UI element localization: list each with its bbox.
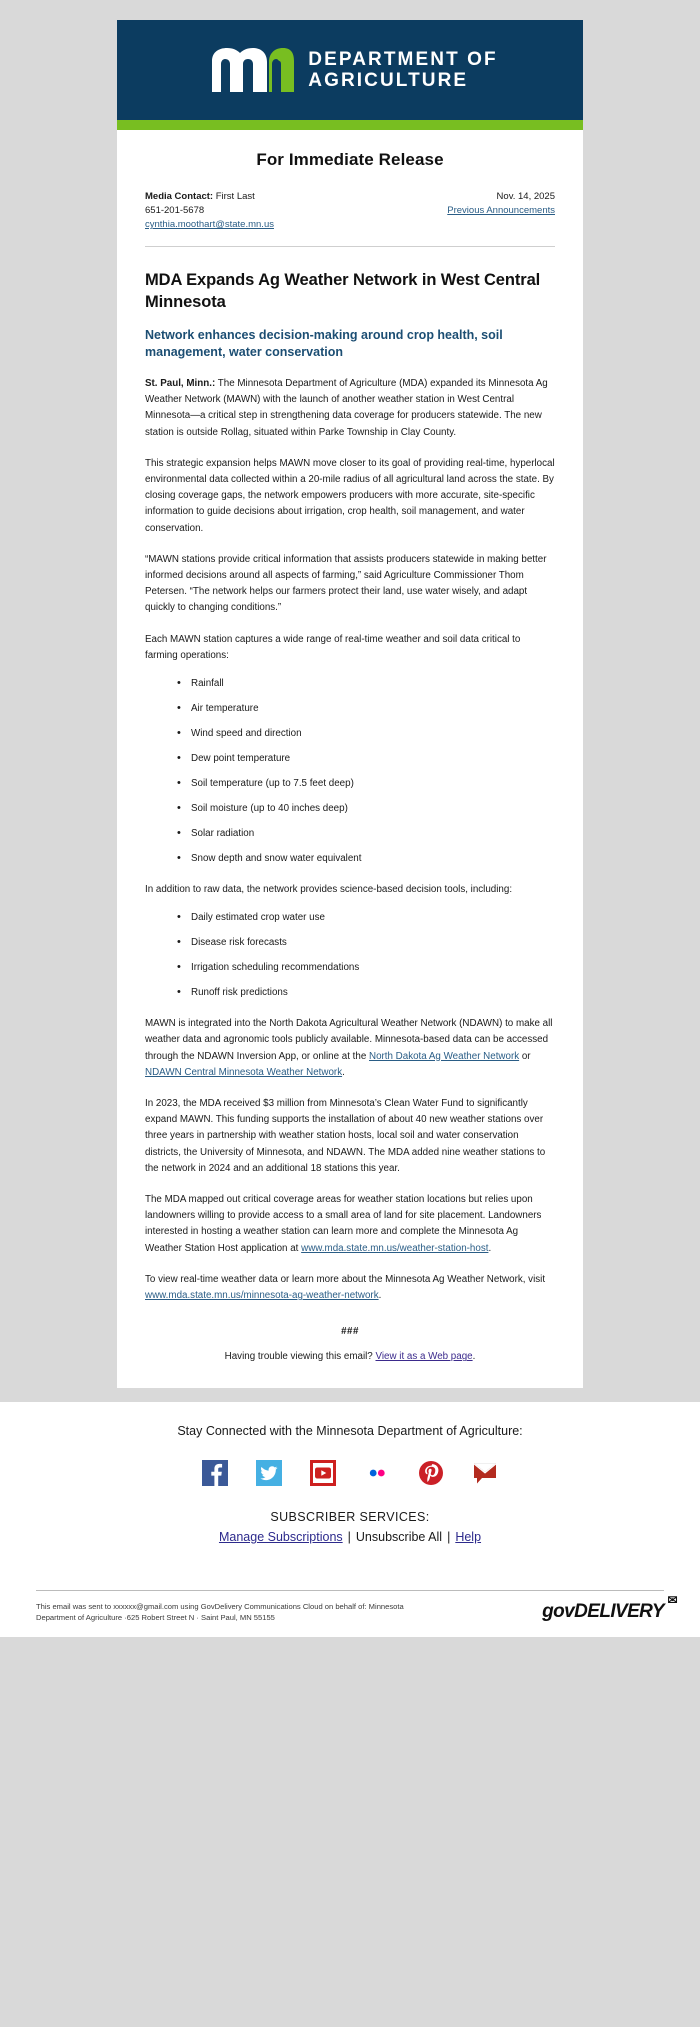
mn-logo-icon	[210, 47, 294, 93]
legal-text	[36, 1602, 404, 1623]
list-item: • Rainfall	[191, 676, 555, 692]
legal-line-1: This email was sent to xxxxxx@gmail.com using GovDelivery Communications Cloud on behalf of: Minnesota	[36, 1602, 404, 1612]
paragraph-8-text-b: .	[488, 1242, 492, 1254]
paragraph-1	[145, 376, 555, 441]
trouble-period: .	[472, 1351, 476, 1363]
media-contact-label: Media Contact:	[145, 191, 214, 202]
govdelivery-logo	[542, 1593, 677, 1623]
flickr-icon	[364, 1460, 390, 1486]
govdelivery-envelope-icon: ✉	[667, 1593, 677, 1608]
footer-gap	[0, 1388, 700, 1402]
masthead	[117, 20, 583, 120]
ndawn-central-mn-link[interactable]: NDAWN Central Minnesota Weather Network	[145, 1066, 343, 1078]
links-separator-2: |	[447, 1530, 451, 1545]
legal-row	[0, 1591, 700, 1637]
list-item: • Air temperature	[191, 701, 555, 717]
end-marker: ###	[341, 1326, 359, 1338]
email-footer	[0, 1402, 700, 1637]
paragraph-6-text-c: .	[342, 1066, 345, 1078]
twitter-icon	[256, 1460, 282, 1486]
social-links-row	[0, 1460, 700, 1486]
paragraph-5: In addition to raw data, the network provides science-based decision tools, including:	[145, 884, 513, 896]
facebook-link[interactable]	[202, 1460, 228, 1486]
masthead-wordmark	[308, 49, 498, 91]
subscriber-services-title: SUBSCRIBER SERVICES:	[270, 1510, 430, 1525]
legal-line-2: Department of Agriculture ·625 Robert Street N · Saint Paul, MN 55155	[36, 1612, 275, 1622]
paragraph-6-text-b: or	[519, 1050, 531, 1062]
mda-logo[interactable]	[210, 47, 498, 93]
green-accent-bar	[117, 120, 583, 130]
masthead-line2: AGRICULTURE	[308, 70, 469, 91]
paragraph-9-text-b: .	[378, 1290, 382, 1302]
help-link[interactable]: Help	[455, 1530, 482, 1545]
media-contact-block	[145, 190, 274, 232]
list-item: • Solar radiation	[191, 826, 555, 842]
email-body-card	[117, 20, 583, 1388]
youtube-link[interactable]	[310, 1460, 336, 1486]
top-spacer	[0, 0, 700, 20]
media-contact-line	[145, 190, 274, 204]
list-item: • Snow depth and snow water equivalent	[191, 851, 555, 867]
view-as-webpage-row	[145, 1351, 555, 1362]
twitter-link[interactable]	[256, 1460, 282, 1486]
release-meta-block	[447, 190, 555, 232]
list-item: • Soil temperature (up to 7.5 feet deep)	[191, 776, 555, 792]
unsubscribe-all-text[interactable]: Unsubscribe All	[355, 1530, 443, 1545]
email-subscribe-link[interactable]	[472, 1460, 498, 1486]
youtube-icon	[310, 1460, 336, 1486]
previous-announcements-link[interactable]: Previous Announcements	[447, 205, 555, 216]
paragraph-9	[145, 1272, 555, 1304]
paragraph-6-text-a: MAWN is integrated into the North Dakota Agricultural Weather Network (NDAWN) to make all weather data and agronomic tools publicly available. Minnesota-based data can be accessed through the NDAWN Inversion App, or online at the	[145, 1018, 553, 1062]
paragraph-2: This strategic expansion helps MAWN move closer to its goal of providing real-time, hyperlocal environmental data collected within a 20-mile radius of all agricultural land across the state. By closing coverage gaps, the network empowers producers with more accurate, site-specific information to guide decisions about irrigation, crop health, soil management, and water conservation.	[145, 457, 555, 534]
list-item: • Soil moisture (up to 40 inches deep)	[191, 801, 555, 817]
view-as-web-page-link[interactable]: View it as a Web page	[375, 1351, 473, 1363]
paragraph-8-text-a: The MDA mapped out critical coverage areas for weather station locations but relies upon landowners willing to provide access to a small area of land for site placement. Landowners interested in hosting a weather station can learn more and complete the Minnesota Ag Weather Station Host application at	[145, 1194, 542, 1254]
media-contact-name: First Last	[215, 191, 255, 202]
flickr-link[interactable]	[364, 1460, 390, 1486]
list-item: • Irrigation scheduling recommendations	[191, 960, 555, 976]
facebook-icon	[202, 1460, 228, 1486]
list-item: • Runoff risk predictions	[191, 985, 555, 1001]
subscriber-services-links	[0, 1530, 700, 1544]
masthead-line1: DEPARTMENT OF	[308, 49, 498, 70]
release-date: Nov. 14, 2025	[496, 191, 555, 202]
paragraph-9-text-a: To view real-time weather data or learn more about the Minnesota Ag Weather Network, visit	[145, 1273, 546, 1285]
page-title: MDA Expands Ag Weather Network in West Central Minnesota	[145, 271, 541, 311]
paragraph-8	[145, 1192, 555, 1257]
paragraph-3: “MAWN stations provide critical information that assists producers statewide in making better informed decisions around all aspects of farming,” said Agriculture Commissioner Thom Petersen. “The network helps our farmers protect their land, use water wisely, and adapt quickly to changing conditions.”	[145, 553, 547, 614]
list-item: • Wind speed and direction	[191, 726, 555, 742]
dateline: St. Paul, Minn.:	[145, 378, 216, 389]
list-item: • Daily estimated crop water use	[191, 910, 555, 926]
pinterest-link[interactable]	[418, 1460, 444, 1486]
paragraph-7: In 2023, the MDA received $3 million from Minnesota’s Clean Water Fund to significantly expand MAWN. This funding supports the installation of about 40 new weather stations over three years in partnership with weather station hosts, local soil and water conservation districts, the University of Minnesota, and NDAWN. The MDA added nine weather stations to the network in 2024 and an additional 18 stations this year.	[145, 1098, 546, 1174]
header-divider	[145, 246, 555, 247]
media-contact-phone: 651-201-5678	[145, 205, 205, 216]
paragraph-1-text: The Minnesota Department of Agriculture (MDA) expanded its Minnesota Ag Weather Network (MAWN) with the launch of another weather station in West Central Minnesota—a critical step in strengthening data coverage for producers statewide. The new station is outside Rollag, situated within Parke Township in Clay County.	[145, 378, 548, 438]
list-item: • Dew point temperature	[191, 751, 555, 767]
article-subhead: Network enhances decision-making around crop health, soil management, water conservation	[145, 328, 503, 359]
data-capabilities-list	[145, 676, 555, 867]
list-item: • Disease risk forecasts	[191, 935, 555, 951]
trouble-text: Having trouble viewing this email?	[224, 1351, 376, 1363]
mawn-site-link[interactable]: www.mda.state.mn.us/minnesota-ag-weather-network	[145, 1290, 379, 1302]
decision-tools-list	[145, 910, 555, 1001]
links-separator-1: |	[347, 1530, 351, 1545]
media-contact-email-link[interactable]: cynthia.moothart@state.mn.us	[145, 219, 274, 230]
govdelivery-wordmark: govDELIVERY	[542, 1601, 664, 1623]
stay-connected-label: Stay Connected with the Minnesota Department of Agriculture:	[177, 1424, 523, 1439]
contact-row	[117, 170, 583, 232]
paragraph-4: Each MAWN station captures a wide range of real-time weather and soil data critical to farming operations:	[145, 633, 521, 661]
weather-station-host-link[interactable]: www.mda.state.mn.us/weather-station-host	[301, 1242, 489, 1254]
email-icon	[472, 1460, 498, 1486]
ndawn-north-dakota-link[interactable]: North Dakota Ag Weather Network	[369, 1050, 520, 1062]
article-body	[117, 269, 583, 1362]
paragraph-6	[145, 1016, 555, 1081]
for-immediate-release-title: For Immediate Release	[256, 150, 444, 169]
pinterest-icon	[418, 1460, 444, 1486]
manage-subscriptions-link[interactable]: Manage Subscriptions	[218, 1530, 343, 1545]
